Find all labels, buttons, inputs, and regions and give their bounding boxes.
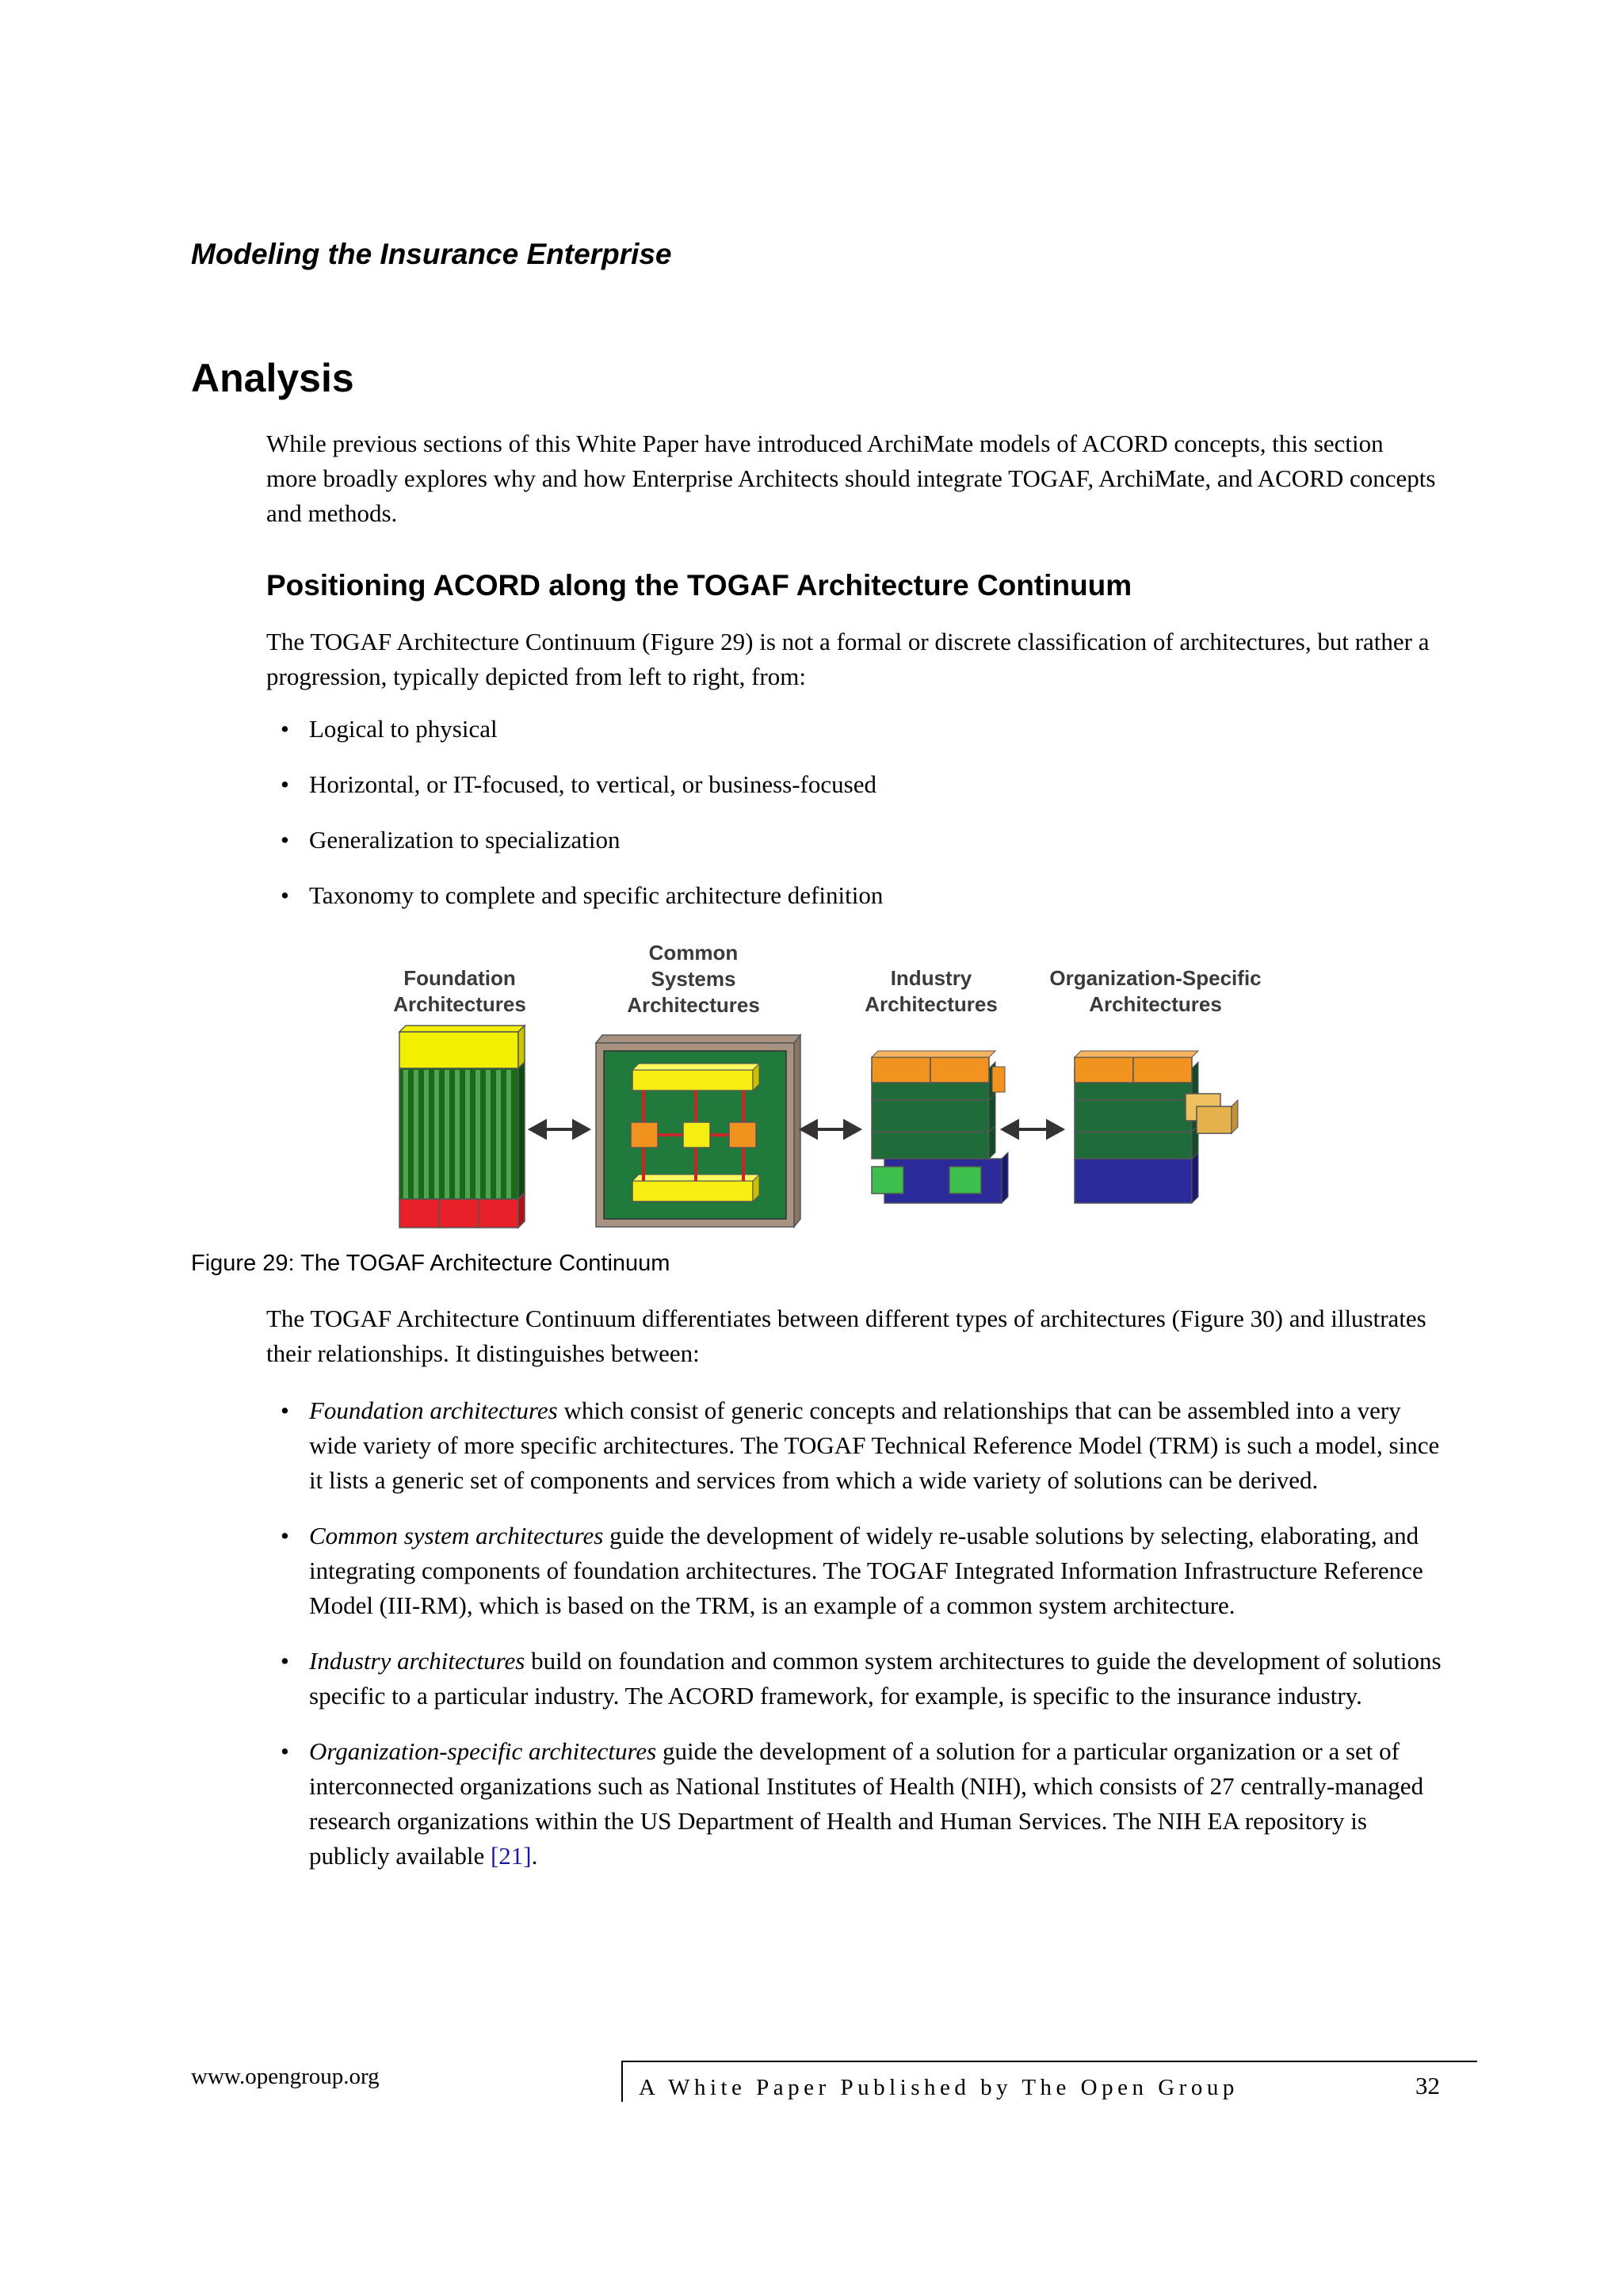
architecture-types-list: [266, 1393, 1447, 1874]
running-head: Modeling the Insurance Enterprise: [191, 238, 672, 270]
page-number: 32: [1415, 2072, 1440, 2099]
double-arrow-icon: [1003, 1121, 1062, 1137]
list-item: • Industry architectures build on foundation and common system architectures to guide the development of solutions specific to a particular industry. The ACORD framework, for example, is specific to the insurance industry.: [266, 1644, 1447, 1713]
industry-label: Industry Architectures: [865, 966, 998, 1016]
footer-publisher: A White Paper Published by The Open Group: [639, 2075, 1239, 2100]
foundation-block: [399, 1026, 525, 1228]
subsection-heading: Positioning ACORD along the TOGAF Architecture Continuum: [266, 569, 1132, 602]
list-item: • Organization-specific architectures guide the development of a solution for a particular organization or a set of interconnected organizations such as National Institutes of Health (NIH), which consists of 27 centrally-managed research organizations within the US Department of Health and Human Services. The NIH EA repository is publicly available [21].: [266, 1734, 1447, 1874]
list-item: • Common system architectures guide the development of widely re-usable solutions by selecting, elaborating, and integrating components of foundation architectures. The TOGAF Integrated Information Infrastructure Reference Model (III-RM), which is based on the TRM, is an example of a common system architecture.: [266, 1519, 1447, 1623]
foundation-label: Foundation Architectures: [393, 966, 526, 1016]
double-arrow-icon: [531, 1121, 588, 1137]
section-heading: Analysis: [191, 356, 354, 400]
common-systems-block: [596, 1035, 800, 1227]
footer-rule-vertical: [621, 2061, 623, 2102]
double-arrow-icon: [802, 1121, 859, 1137]
list-item: • Foundation architectures which consist of generic concepts and relationships that can be assembled into a very wide variety of more specific architectures. The TOGAF Technical Reference Model (TRM) is such a model, since it lists a generic set of components and services from which a wide variety of solutions can be derived.: [266, 1393, 1447, 1498]
intro-paragraph: While previous sections of this White Paper have introduced ArchiMate models of ACORD concepts, this section more broadly explores why and how Enterprise Architects should integrate TOGAF, ArchiMate, and ACORD concepts and methods.: [266, 430, 1436, 527]
continuum-paragraph: The TOGAF Architecture Continuum (Figure 29) is not a formal or discrete classification of architectures, but rather a progression, typically depicted from left to right, from:: [266, 628, 1430, 690]
figure-caption: Figure 29: The TOGAF Architecture Continuum: [191, 1251, 670, 1276]
common-systems-label: Common Systems Architectures: [627, 941, 760, 1017]
industry-block: [872, 1051, 1008, 1203]
footer-url: www.opengroup.org: [191, 2064, 380, 2089]
org-specific-block: [1075, 1051, 1238, 1203]
org-specific-label: Organization-Specific Architectures: [1049, 966, 1262, 1016]
footer-rule: [621, 2061, 1477, 2062]
types-intro-paragraph: The TOGAF Architecture Continuum differentiates between different types of architectures (Figure 30) and illustrates their relationships. It distinguishes between:: [266, 1305, 1426, 1367]
reference-link[interactable]: [21]: [490, 1842, 532, 1870]
